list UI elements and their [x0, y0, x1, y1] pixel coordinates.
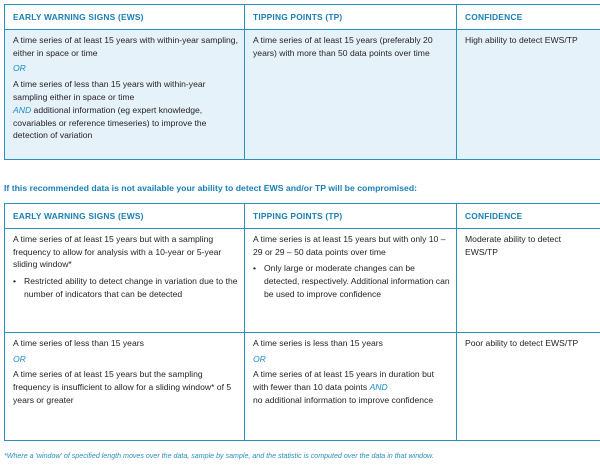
- ews-text-2b: additional information (eg expert knowledge, covariables or reference timeseries) to improve the detection of variation: [13, 104, 207, 141]
- bullet-text: Restricted ability to detect change in variation due to the number of indicators that can be detected: [24, 276, 238, 299]
- tp-text-2: [253, 368, 450, 406]
- tp-text-1: A time series is less than 15 years: [253, 337, 383, 348]
- confidence-cell: High ability to detect EWS/TP: [457, 29, 600, 159]
- bullet-icon: •: [253, 263, 257, 274]
- table-row: [5, 228, 600, 332]
- and-connector: AND: [13, 104, 32, 115]
- header-ews: EARLY WARNING SIGNS (EWS): [5, 204, 245, 229]
- tp-text: A time series is at least 15 years but with only 10 – 29 or 29 – 50 data points over time: [253, 233, 446, 257]
- or-connector: OR: [13, 63, 26, 74]
- table-header-row: [5, 5, 600, 30]
- header-tp: TIPPING POINTS (TP): [245, 5, 457, 30]
- ews-text-2a: A time series of less than 15 years with within-year sampling either in space or time: [13, 79, 206, 102]
- tp-cell: A time series of at least 15 years (preferably 20 years) with more than 50 data points over time: [245, 29, 457, 159]
- ews-text-1: A time series of at least 15 years with within-year sampling, either in space or time: [13, 34, 238, 58]
- confidence-cell: Moderate ability to detect EWS/TP: [457, 228, 600, 332]
- ews-cell: [5, 228, 245, 332]
- header-confidence: CONFIDENCE: [457, 5, 600, 30]
- bullet-text: Only large or moderate changes can be detected, respectively. Additional information can be used to improve confidence: [264, 263, 450, 299]
- table-row: [5, 29, 600, 159]
- bullet-icon: •: [13, 276, 17, 287]
- bullet-item: [13, 275, 238, 301]
- header-confidence: CONFIDENCE: [457, 204, 600, 229]
- bullet-item: [253, 262, 450, 300]
- table-row: [5, 332, 600, 440]
- ews-cell: [5, 332, 245, 440]
- table-header-row: [5, 204, 600, 229]
- ews-text-2: A time series of at least 15 years but the sampling frequency is insufficient to allow for a sliding window* of 5 years or greater: [13, 369, 232, 405]
- tp-cell: [245, 332, 457, 440]
- ews-text-2: [13, 78, 238, 142]
- header-tp: TIPPING POINTS (TP): [245, 204, 457, 229]
- or-connector: OR: [253, 353, 266, 364]
- confidence-cell: Poor ability to detect EWS/TP: [457, 332, 600, 440]
- and-connector: AND: [369, 382, 388, 393]
- tp-cell: [245, 228, 457, 332]
- or-connector: OR: [13, 353, 26, 364]
- footnote: *Where a 'window' of specified length moves over the data, sample by sample, and the statistic is computed over the data in that window.: [4, 452, 434, 460]
- warning-text: If this recommended data is not available your ability to detect EWS and/or TP will be compromised:: [4, 183, 418, 193]
- tp-text-2b: no additional information to improve confidence: [253, 394, 434, 405]
- ews-cell: [5, 29, 245, 159]
- tp-text-2a: A time series of at least 15 years in duration but with fewer than 10 data points: [253, 369, 435, 393]
- ews-text-1: A time series of less than 15 years: [13, 337, 144, 348]
- header-ews: EARLY WARNING SIGNS (EWS): [5, 5, 245, 30]
- recommended-data-table: [4, 4, 600, 160]
- fallback-data-table: [4, 203, 600, 441]
- ews-text: A time series of at least 15 years but with a sampling frequency to allow for analysis with a 10-year or 5-year sliding window*: [13, 233, 222, 270]
